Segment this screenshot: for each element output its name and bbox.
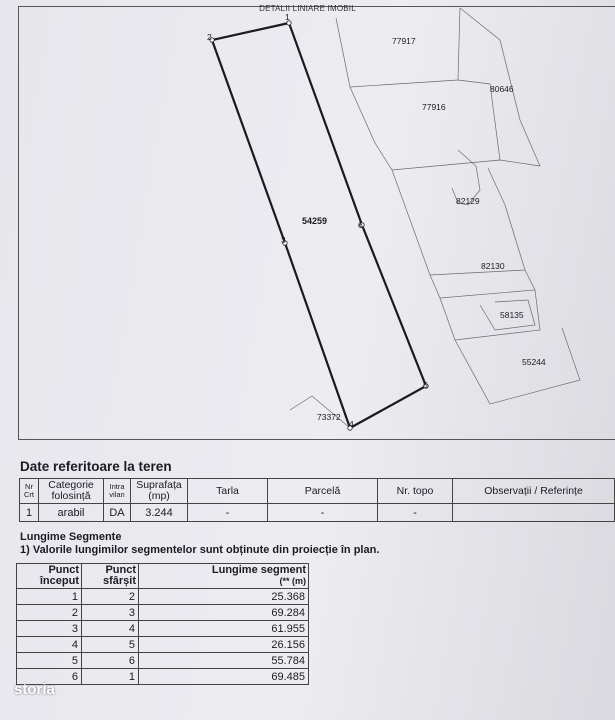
- header-lungime: [139, 564, 309, 589]
- segmente-subtitle: 1) Valorile lungimilor segmentelor sunt obținute din proiecție în plan.: [20, 544, 380, 556]
- teren-table: [19, 478, 615, 522]
- segment-row: [17, 605, 309, 621]
- neighbor-label-77916: 77916: [422, 102, 446, 112]
- parcel-boundary-58135: [440, 290, 540, 340]
- cell-nr-topo: -: [378, 504, 453, 522]
- segment-start: 6: [17, 669, 82, 685]
- segment-row: [17, 589, 309, 605]
- segment-row: [17, 621, 309, 637]
- header-parcela: Parcelă: [268, 479, 378, 504]
- segment-length: 25.368: [139, 589, 309, 605]
- segment-row: [17, 653, 309, 669]
- teren-section-title: Date referitoare la teren: [20, 459, 172, 474]
- segment-end: 2: [82, 589, 139, 605]
- segment-length: 55.784: [139, 653, 309, 669]
- neighbor-label-77917: 77917: [392, 36, 416, 46]
- point-label-2: 2: [207, 32, 212, 42]
- neighbor-label-58135: 58135: [500, 310, 524, 320]
- segment-start: 5: [17, 653, 82, 669]
- segment-end: 4: [82, 621, 139, 637]
- header-intravilan: Intra vilan: [104, 479, 131, 504]
- cell-categorie: arabil: [39, 504, 104, 522]
- point-label-6: 6: [358, 220, 363, 230]
- segment-length: 26.156: [139, 637, 309, 653]
- main-parcel-number: 54259: [302, 216, 328, 226]
- segment-end: 6: [82, 653, 139, 669]
- segment-start: 3: [17, 621, 82, 637]
- header-lungime-label: Lungime segment: [211, 564, 306, 576]
- segment-row: [17, 669, 309, 685]
- segment-start: 2: [17, 605, 82, 621]
- neighbor-label-73372: 73372: [317, 412, 341, 422]
- header-punct-inceput: Punct început: [17, 564, 82, 589]
- teren-data-row: [20, 504, 615, 522]
- segment-length: 61.955: [139, 621, 309, 637]
- segmente-table: [16, 563, 309, 685]
- header-nr-topo: Nr. topo: [378, 479, 453, 504]
- point-label-3: 3: [281, 235, 286, 245]
- cell-intravilan: DA: [104, 504, 131, 522]
- header-punct-sfarsit: Punct sfârșit: [82, 564, 139, 589]
- watermark-logo: storia: [14, 681, 55, 698]
- segment-end: 3: [82, 605, 139, 621]
- header-tarla: Tarla: [188, 479, 268, 504]
- segment-length: 69.485: [139, 669, 309, 685]
- point-label-5: 5: [423, 380, 428, 390]
- header-lungime-unit: (** (m): [279, 576, 306, 586]
- segmente-title: Lungime Segmente: [20, 531, 122, 543]
- segment-length: 69.284: [139, 605, 309, 621]
- segmente-header-row: [17, 564, 309, 589]
- segment-end: 1: [82, 669, 139, 685]
- segment-start: 4: [17, 637, 82, 653]
- segment-start: 1: [17, 589, 82, 605]
- cell-tarla: -: [188, 504, 268, 522]
- header-categorie: Categorie folosință: [39, 479, 104, 504]
- parcel-boundary-55244: [455, 328, 580, 404]
- cell-observatii: [453, 504, 615, 522]
- cell-parcela: -: [268, 504, 378, 522]
- segment-row: [17, 637, 309, 653]
- plan-title: DETALII LINIARE IMOBIL: [259, 4, 356, 13]
- parcel-boundary-82129: [392, 168, 525, 275]
- header-observatii: Observații / Referințe: [453, 479, 615, 504]
- neighbor-label-55244: 55244: [522, 357, 546, 367]
- point-label-4: 4: [349, 419, 354, 429]
- header-nr-crt: Nr Crt: [20, 479, 39, 504]
- cell-nr-crt: 1: [20, 504, 39, 522]
- neighbor-label-80646: 80646: [490, 84, 514, 94]
- segment-end: 5: [82, 637, 139, 653]
- parcel-boundary-77916: [350, 80, 500, 170]
- cell-suprafata: 3.244: [131, 504, 188, 522]
- header-suprafata: Suprafața (mp): [131, 479, 188, 504]
- neighbor-label-82129: 82129: [456, 196, 480, 206]
- point-label-1: 1: [285, 12, 290, 22]
- teren-header-row: [20, 479, 615, 504]
- parcel-boundary-77917: [336, 8, 460, 87]
- neighbor-label-82130: 82130: [481, 261, 505, 271]
